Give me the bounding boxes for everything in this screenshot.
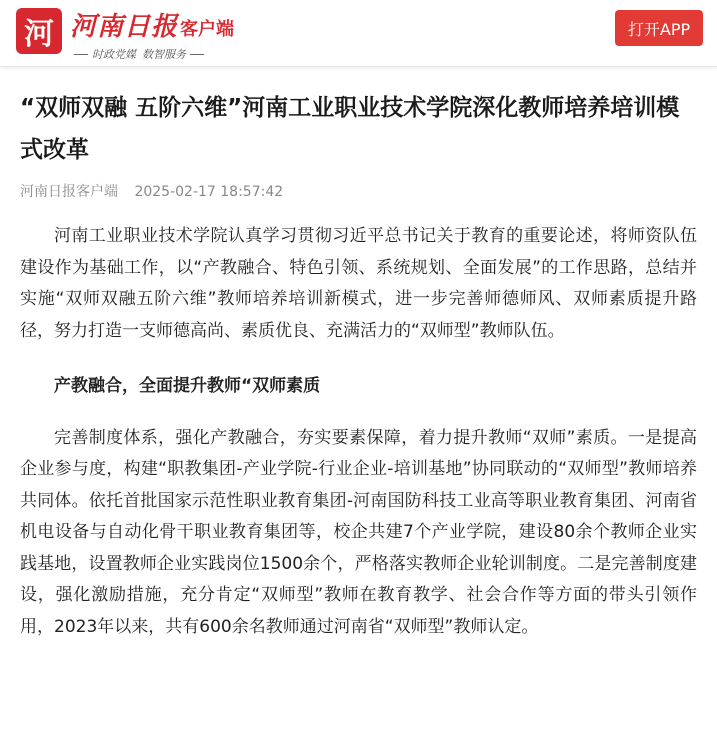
section-subheading: 产教融合，全面提升教师“双师素质: [54, 376, 321, 396]
article-body: [20, 221, 697, 643]
slogan-left: 时政党媒: [92, 48, 136, 61]
henan-daily-logo-icon[interactable]: 河: [16, 8, 62, 54]
logo-text[interactable]: [70, 6, 234, 62]
article: [0, 87, 717, 643]
article-meta: [20, 181, 697, 201]
paragraph-intro: 河南工业职业技术学院认真学习贯彻习近平总书记关于教育的重要论述，将师资队伍建设作为基础工作，以“产教融合、特色引领、系统规划、全面发展”的工作思路，总结并实施“双师双融五阶六维”教师培养培训新模式，进一步完善师德师风、双师素质提升路径，努力打造一支师德高尚、素质优良、充满活力的“双师型”教师队伍。: [20, 226, 697, 341]
article-source[interactable]: 河南日报客户端: [20, 184, 118, 200]
slogan: [70, 46, 234, 62]
paragraph-section-1: 完善制度体系，强化产教融合，夯实要素保障，着力提升教师“双师”素质。一是提高企业参与度，构建“职教集团-产业学院-行业企业-培训基地”协同联动的“双师型”教师培养共同体。依托首批国家示范性职业教育集团-河南国防科技工业高等职业教育集团、河南省机电设备与自动化骨干职业教育集团等，校企共建7个产业学院，建设80余个教师企业实践基地，设置教师企业实践岗位1500余个，严格落实教师企业轮训制度。二是完善制度建设，强化激励措施，充分肯定“双师型”教师在教育教学、社会合作等方面的带头引领作用，2023年以来，共有600余名教师通过河南省“双师型”教师认定。: [20, 427, 697, 637]
brand-name: 河南日报: [70, 12, 179, 42]
article-datetime: 2025-02-17 18:57:42: [134, 184, 284, 200]
slogan-right: 数智服务: [142, 48, 186, 61]
open-app-button[interactable]: 打开APP: [615, 10, 703, 46]
brand-client-label: 客户端: [180, 19, 235, 40]
article-headline: “双师双融 五阶六维”河南工业职业技术学院深化教师培养培训模式改革: [20, 95, 680, 163]
top-bar: [0, 0, 717, 67]
